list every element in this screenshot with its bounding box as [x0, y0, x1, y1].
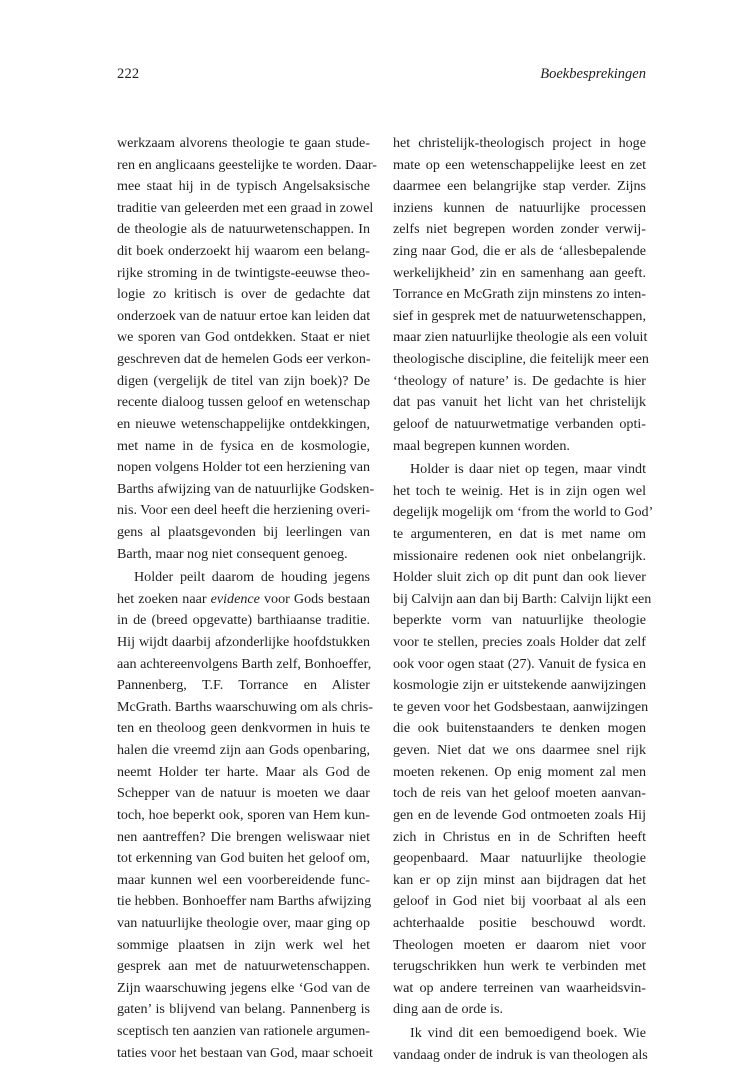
text-line: terugschrikken hun werk te verbinden met: [393, 958, 646, 975]
text-line: Torrance en McGrath zijn minstens zo inten-: [393, 286, 646, 303]
running-head: Boekbesprekingen: [540, 66, 646, 82]
text-line: aan achtereenvolgens Barth zelf, Bonhoeffer,: [117, 655, 372, 672]
text-line: nis. Voor een deel heeft die herziening overi-: [117, 502, 371, 519]
text-line: Theologen moeten er daarom niet voor: [393, 936, 646, 953]
text-line: geven. Niet dat we ons daarmee snel rijk: [393, 742, 646, 759]
paragraph-start-line: Holder is daar niet op tegen, maar vindt: [410, 461, 646, 478]
text-line: met name in de fysica en de kosmologie,: [117, 437, 370, 454]
text-line: Zijn waarschuwing jegens elke ‘God van de: [117, 979, 370, 996]
text-line: geloof in God niet bij voorbaat al als een: [393, 893, 646, 910]
paragraph-start-line: Holder peilt daarom de houding jegens: [134, 569, 370, 586]
text-line: die ook buitenstaanders te denken mogen: [393, 720, 646, 737]
text-line: sommige plaatsen in zijn werk wel het: [117, 936, 370, 953]
text-line: mee staat hij in de typisch Angelsaksische: [117, 178, 370, 195]
text-line: kosmologie zijn er uitstekende aanwijzingen: [393, 677, 646, 694]
paragraph-start-line: Ik vind dit een bemoedigend boek. Wie: [410, 1024, 646, 1041]
text-line: te geven voor het Godsbestaan, aanwijzingen: [393, 698, 649, 715]
text-line: gens al plaatsgevonden bij leerlingen van: [117, 523, 370, 540]
text-line: werkelijkheid’ zin en samenhang aan geeft.: [393, 264, 646, 281]
text-line: wat op andere terreinen van waarheidsvin-: [393, 979, 646, 996]
text-line: ren en anglicaans geestelijke te worden. Daar-: [117, 156, 377, 173]
text-line: daarmee een belangrijke stap verder. Zijns: [393, 178, 646, 195]
text-line: te argumenteren, en dat is met name om: [393, 525, 646, 542]
text-line: we sporen van God ontdekken. Staat er niet: [117, 329, 370, 346]
text-line: kan er op zijn minst aan bijdragen dat het: [393, 871, 646, 888]
text-line: ook voor ogen staat (27). Vanuit de fysica en: [393, 655, 646, 672]
text-fragment: voor Gods bestaan: [259, 590, 371, 607]
text-line: maar zien natuurlijke theologie als een voluit: [393, 329, 648, 346]
text-line: het christelijk-theologisch project in hoge: [393, 135, 646, 151]
text-line: toch, hoe beperkt ook, sporen van Hem kun-: [117, 806, 370, 823]
text-line: mate op een wetenschappelijke leest en zet: [393, 156, 646, 173]
text-line: gesprek aan met de natuurwetenschappen.: [117, 958, 370, 975]
text-line: geschreven dat de hemelen Gods eer verkon-: [117, 351, 371, 368]
text-line: ding aan de orde is.: [393, 1001, 503, 1018]
text-line: en nieuwe wetenschappelijke ontdekkingen,: [117, 415, 370, 432]
text-line: tie hebben. Bonhoeffer nam Barths afwijzing: [117, 893, 372, 910]
text-line: moeten rekenen. Op enig moment zal men: [393, 763, 646, 780]
text-line: Pannenberg, T.F. Torrance en Alister: [117, 677, 370, 694]
text-line: Barths afwijzing van de natuurlijke Godsken-: [117, 480, 375, 497]
text-line: zing naar God, die er als de ‘allesbepalende: [393, 243, 646, 260]
text-line: voor te stellen, precies zoals Holder dat zelf: [393, 634, 646, 651]
text-line: gaten’ is blijvend van belang. Pannenberg is: [117, 1001, 370, 1018]
text-line: taties voor het bestaan van God, maar schoeit: [117, 1044, 373, 1061]
text-line: zelfs niet begrepen worden zonder verwij-: [393, 221, 646, 238]
text-line: van natuurlijke theologie over, maar ging op: [117, 914, 370, 931]
text-line: maar kunnen wel een voorbereidende func-: [117, 871, 370, 888]
text-line: halen die vreemd zijn aan Gods openbaring,: [117, 742, 370, 759]
text-line: sceptisch ten aanzien van rationele argumen-: [117, 1022, 370, 1039]
text-line: nopen volgens Holder tot een herziening van: [117, 459, 370, 476]
text-line: missionaire redenen ook niet onbelangrijk.: [393, 547, 646, 564]
text-line: gen en de levende God ontmoeten zoals Hij: [393, 806, 646, 823]
text-line: dat pas vanuit het licht van het christelijk: [393, 394, 646, 411]
text-line-with-emphasis: [117, 589, 370, 611]
text-line: zich in Christus en in de Schriften heeft: [393, 828, 646, 845]
text-line: logie zo kritisch is over de gedachte dat: [117, 286, 370, 303]
text-line: degelijk mogelijk om ‘from the world to God’: [393, 504, 654, 521]
text-line: vandaag onder de indruk is van theologen als: [393, 1046, 648, 1063]
text-line: toch de reis van het geloof moeten aanvan-: [393, 785, 646, 802]
text-line: het toch te weinig. Het is in zijn ogen wel: [393, 482, 646, 499]
text-line: Barth, maar nog niet consequent genoeg.: [117, 545, 348, 562]
text-line: Schepper van de natuur is moeten we daar: [117, 785, 370, 802]
text-line: neemt Holder ter harte. Maar als God de: [117, 763, 370, 780]
text-line: Hij wijdt daarbij afzonderlijke hoofdstukken: [117, 634, 370, 651]
text-line: theologische discipline, die feitelijk meer een: [393, 351, 649, 368]
text-line: nen aantreffen? Die brengen weliswaar niet: [117, 828, 370, 845]
text-line: maal begrepen kunnen worden.: [393, 437, 570, 454]
left-column: [117, 133, 377, 1064]
text-line: rijke stroming in de twintigste-eeuwse theo-: [117, 264, 370, 281]
right-column: [393, 133, 654, 1066]
text-line: McGrath. Barths waarschuwing om als chris-: [117, 698, 373, 715]
text-line: geloof de natuurwetmatige verbanden opti-: [393, 415, 646, 432]
text-line: tot erkenning van God buiten het geloof om,: [117, 850, 370, 867]
page-number: 222: [117, 66, 140, 82]
text-line: in de (breed opgevatte) barthiaanse traditie.: [117, 612, 370, 629]
text-line: ‘theology of nature’ is. De gedachte is hier: [393, 372, 646, 389]
text-line: traditie van geleerden met een graad in zowel: [117, 199, 374, 216]
text-line: werkzaam alvorens theologie te gaan stude-: [117, 135, 370, 151]
text-line: sief in gesprek met de natuurwetenschappen,: [393, 307, 646, 324]
text-line: bij Calvijn aan dan bij Barth: Calvijn lijkt een: [393, 590, 652, 607]
text-line: geopenbaard. Maar natuurlijke theologie: [393, 850, 646, 867]
text-line: ten en theoloog geen denkvormen in huis te: [117, 720, 370, 737]
text-line: dit boek onderzoekt hij waarom een belang-: [117, 243, 370, 260]
text-line: beperkte vorm van natuurlijke theologie: [393, 612, 646, 629]
text-line: inziens kunnen de natuurlijke processen: [393, 199, 646, 216]
text-line: Holder sluit zich op dit punt dan ook liever: [393, 569, 646, 586]
text-line: onderzoek van de natuur ertoe kan leiden dat: [117, 307, 371, 324]
text-line: achterhaalde positie beschouwd wordt.: [393, 914, 646, 931]
text-fragment: het zoeken naar: [117, 590, 211, 607]
text-line: recente dialoog tussen geloof en wetenschap: [117, 394, 370, 411]
text-line: de theologie als de natuurwetenschappen. In: [117, 221, 370, 238]
text-line: digen (vergelijk de titel van zijn boek)? De: [117, 372, 370, 389]
emphasis-text: evidence: [210, 590, 260, 607]
